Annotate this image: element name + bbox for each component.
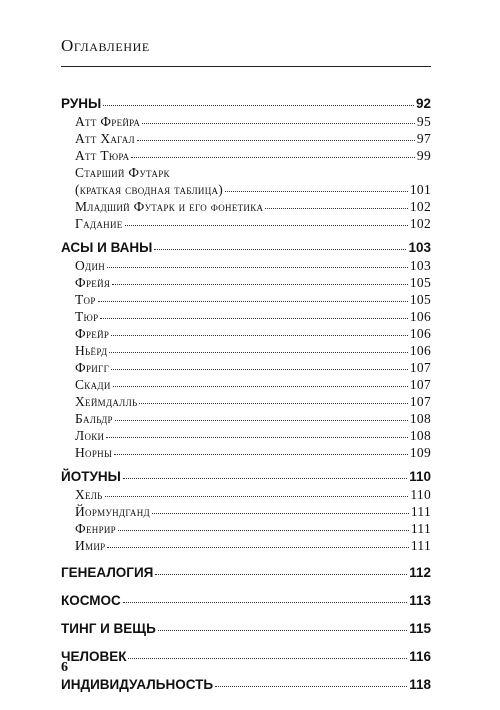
dot-leader: [109, 352, 407, 353]
toc-section: [61, 591, 431, 610]
toc-entry: [61, 342, 431, 359]
toc-entry-page: 106: [409, 343, 431, 358]
toc-entry-title: Старший Футарк: [75, 165, 170, 180]
toc-entry-page: 108: [409, 411, 431, 426]
toc-section-page: 110: [409, 469, 431, 484]
toc-entry-title: Один: [75, 258, 106, 273]
toc-entry-page: 105: [409, 275, 431, 290]
dot-leader: [152, 513, 409, 514]
toc-section-title: АСЫ И ВАНЫ: [61, 240, 153, 255]
dot-leader: [215, 686, 407, 687]
dot-leader: [125, 225, 408, 226]
dot-leader: [155, 574, 407, 575]
toc-section: [61, 467, 431, 486]
dot-leader: [137, 140, 415, 141]
dot-leader: [142, 123, 415, 124]
toc-entry-page: 106: [409, 309, 431, 324]
toc-entry-page: 105: [409, 292, 431, 307]
toc-entry: [61, 393, 431, 410]
dot-leader: [128, 658, 407, 659]
toc-section: [61, 619, 431, 638]
toc-entry: [61, 215, 431, 232]
toc-entry-title: Гадание: [75, 216, 123, 231]
dot-leader: [106, 437, 407, 438]
toc-section-page: 113: [409, 593, 431, 608]
dot-leader: [107, 267, 408, 268]
toc-entry-title: Бальдр: [75, 411, 113, 426]
toc-section: [61, 675, 431, 694]
toc-entry-page: 108: [409, 428, 431, 443]
toc-entry: [61, 257, 431, 274]
toc-entry-title: (краткая сводная таблица): [75, 182, 224, 197]
toc-entry: [61, 376, 431, 393]
toc-entry: [61, 113, 431, 130]
dot-leader: [123, 478, 407, 479]
toc-section-title: РУНЫ: [61, 96, 102, 111]
toc-entry-page: 106: [409, 326, 431, 341]
dot-leader: [131, 157, 415, 158]
dot-leader: [112, 284, 408, 285]
toc-entry-title: Скади: [75, 377, 111, 392]
toc-entry-title: Атт Хагал: [75, 131, 135, 146]
dot-leader: [107, 547, 408, 548]
toc-entry-title: Младший Футарк и его фонетика: [75, 199, 264, 214]
toc-section-title: ТИНГ И ВЕЩЬ: [61, 621, 156, 636]
toc-entry-title: Имир: [75, 538, 106, 553]
toc-entry: [61, 147, 431, 164]
dot-leader: [115, 420, 408, 421]
dot-leader: [139, 403, 407, 404]
toc-entry-title: Хеймдалль: [75, 394, 138, 409]
toc-entry-page: 102: [409, 216, 431, 231]
toc-section: [61, 563, 431, 582]
toc-section-title: ГЕНЕАЛОГИЯ: [61, 565, 154, 580]
toc-entry-page: 101: [409, 182, 431, 197]
toc-entry: [61, 291, 431, 308]
toc-section-page: 116: [409, 649, 431, 664]
toc-entry: [61, 537, 431, 554]
toc-section-title: КОСМОС: [61, 593, 121, 608]
toc-entry-page: 110: [410, 487, 431, 502]
toc-entry-page: 99: [416, 148, 431, 163]
toc-entry: [61, 164, 431, 181]
toc-entry-title: Фрейя: [75, 275, 111, 290]
toc-section: [61, 647, 431, 666]
toc-entry: [61, 359, 431, 376]
dot-leader: [105, 496, 409, 497]
toc-entry: [61, 181, 431, 198]
dot-leader: [98, 301, 408, 302]
toc-entry-page: 107: [409, 394, 431, 409]
dot-leader: [111, 335, 408, 336]
toc-entry-title: Локи: [75, 428, 105, 443]
toc-entry-title: Фрейр: [75, 326, 110, 341]
toc-entry: [61, 130, 431, 147]
toc-section-page: 115: [409, 621, 431, 636]
toc-entry: [61, 520, 431, 537]
header-rule: [61, 66, 431, 67]
toc-entry-title: Норны: [75, 445, 113, 460]
dot-leader: [265, 208, 408, 209]
dot-leader: [123, 602, 407, 603]
toc-entry: [61, 308, 431, 325]
toc-entry: [61, 503, 431, 520]
toc-entry-page: 109: [409, 445, 431, 460]
toc-entry-title: Фенрир: [75, 521, 116, 536]
toc-entry-title: Ньёрд: [75, 343, 108, 358]
toc-entry: [61, 198, 431, 215]
dot-leader: [103, 105, 414, 106]
toc-entry-page: 107: [409, 377, 431, 392]
dot-leader: [225, 191, 408, 192]
toc-section-title: ЧЕЛОВЕК: [61, 649, 127, 664]
dot-leader: [111, 369, 408, 370]
toc-entry-page: 103: [409, 258, 431, 273]
page-number: 6: [61, 660, 68, 675]
toc-section-page: 112: [409, 565, 431, 580]
toc-entry: [61, 274, 431, 291]
toc-entry: [61, 410, 431, 427]
toc-section: [61, 94, 431, 113]
toc-section: [61, 238, 431, 257]
toc-entry-title: Тюр: [75, 309, 99, 324]
toc-entry-page: 111: [410, 521, 431, 536]
page-header-title: Оглавление: [61, 36, 150, 55]
dot-leader: [154, 249, 406, 250]
toc-entry-page: 95: [416, 114, 431, 129]
toc-entry: [61, 325, 431, 342]
toc-section-title: ЙОТУНЫ: [61, 469, 121, 484]
toc-section-page: 103: [408, 240, 431, 255]
toc-section-page: 92: [415, 96, 431, 111]
dot-leader: [113, 386, 408, 387]
toc-entry-title: Атт Тюра: [75, 148, 130, 163]
toc-entry-title: Йормундганд: [75, 504, 150, 519]
toc-entry-title: Фригг: [75, 360, 110, 375]
toc-entry-title: Хель: [75, 487, 103, 502]
toc-entry-title: Атт Фрейра: [75, 114, 141, 129]
toc-entry: [61, 486, 431, 503]
dot-leader: [158, 630, 407, 631]
toc-entry: [61, 444, 431, 461]
toc-entry-page: 107: [409, 360, 431, 375]
dot-leader: [100, 318, 407, 319]
toc-section-title: ИНДИВИДУАЛЬНОСТЬ: [61, 677, 214, 692]
toc-entry-page: 97: [416, 131, 431, 146]
dot-leader: [114, 454, 408, 455]
toc-entry-page: 111: [410, 538, 431, 553]
table-of-contents: [61, 94, 431, 694]
dot-leader: [118, 530, 409, 531]
toc-section-page: 118: [409, 677, 431, 692]
toc-entry-page: 111: [410, 504, 431, 519]
toc-entry-page: 102: [409, 199, 431, 214]
toc-entry-title: Тор: [75, 292, 96, 307]
toc-entry: [61, 427, 431, 444]
